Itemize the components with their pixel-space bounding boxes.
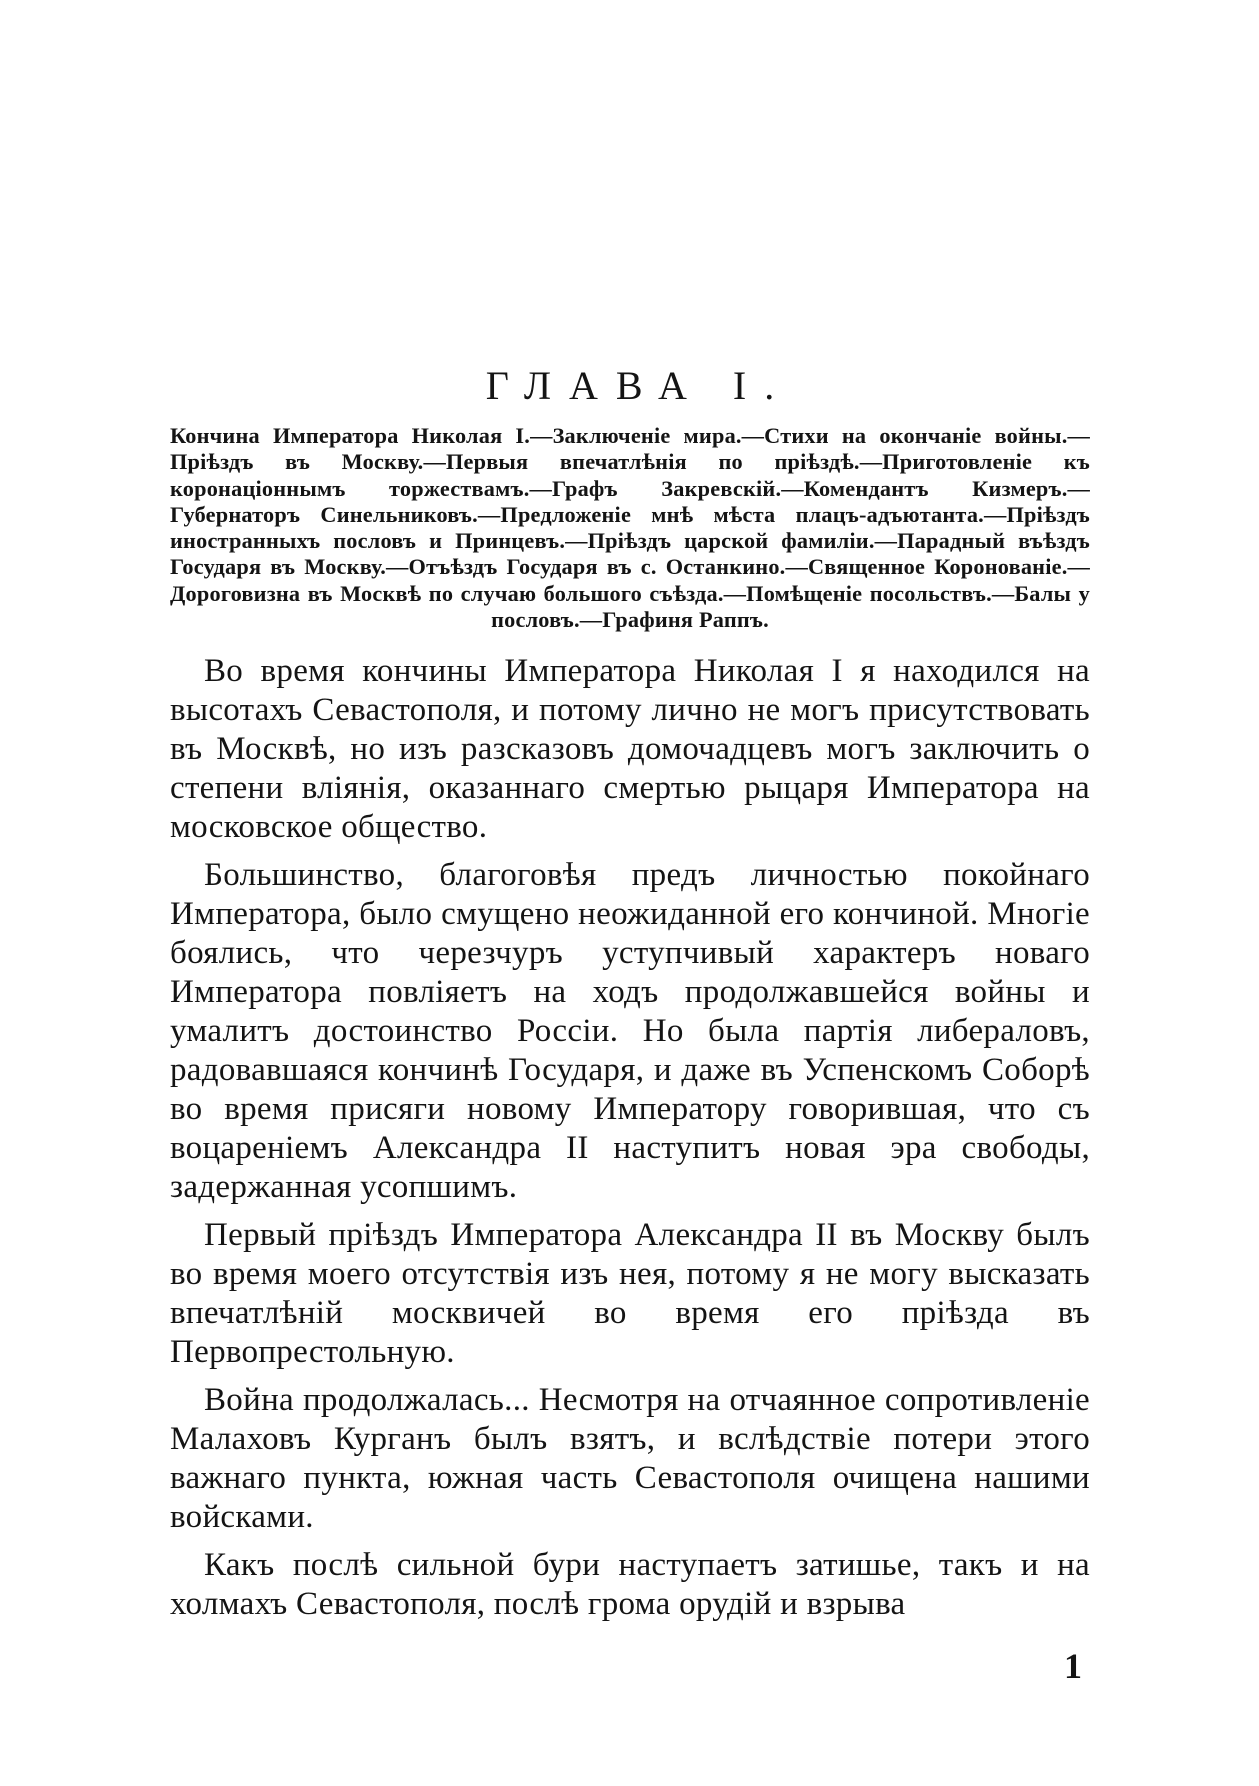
paragraph: Большинство, благоговѣя предъ личностью покойнаго Императора, было смущено неожиданной его кончиной. Многіе боялись, что черезчуръ уступчивый характеръ новаго Императора повліяетъ на ходъ продолжавшейся войны и умалитъ достоинство Россіи. Но была партія либераловъ, радовавшаяся кончинѣ Государя, и даже въ Успенскомъ Соборѣ во время присяги новому Императору говорившая, что съ воцареніемъ Александра II наступитъ новая эра свободы, задержанная усопшимъ.	[170, 857, 1090, 1205]
body-text	[170, 652, 1090, 1633]
paragraph: Первый пріѣздъ Императора Александра II въ Москву былъ во время моего отсутствія изъ нея, потому я не могу высказать впечатлѣній москвичей во время его пріѣзда въ Первопрестольную.	[170, 1217, 1090, 1370]
paragraph: Какъ послѣ сильной бури наступаетъ затишье, такъ и на холмахъ Севастополя, послѣ грома орудій и взрыва	[170, 1547, 1090, 1622]
paragraph: Во время кончины Императора Николая I я находился на высотахъ Севастополя, и потому лично не могъ присутствовать въ Москвѣ, но изъ разсказовъ домочадцевъ могъ заключить о степени вліянія, оказаннаго смертью рыцаря Императора на московское общество.	[170, 653, 1090, 845]
chapter-summary: Кончина Императора Николая I.—Заключеніе мира.—Стихи на окончаніе войны.—Пріѣздъ въ Москву.—Первыя впечатлѣнія по пріѣздѣ.—Приготовленіе къ коронаціоннымъ торжествамъ.—Графъ Закревскій.—Комендантъ Кизмеръ.—Губернаторъ Синельниковъ.—Предложеніе мнѣ мѣста плацъ-адъютанта.—Пріѣздъ иностранныхъ пословъ и Принцевъ.—Пріѣздъ царской фамиліи.—Парадный въѣздъ Государя въ Москву.—Отъѣздъ Государя въ с. Останкино.—Священное Коронованіе.—Дороговизна въ Москвѣ по случаю большого съѣзда.—Помѣщеніе посольствъ.—Балы у пословъ.—Графиня Раппъ.	[170, 423, 1090, 633]
chapter-title: ГЛАВА I.	[485, 363, 793, 408]
paragraph: Война продолжалась... Несмотря на отчаянное сопротивленіе Малаховъ Курганъ былъ взятъ, и вслѣдствіе потери этого важнаго пункта, южная часть Севастополя очищена нашими войсками.	[170, 1382, 1090, 1535]
document-page	[170, 0, 1090, 1786]
page-number: 1	[1064, 1646, 1082, 1686]
